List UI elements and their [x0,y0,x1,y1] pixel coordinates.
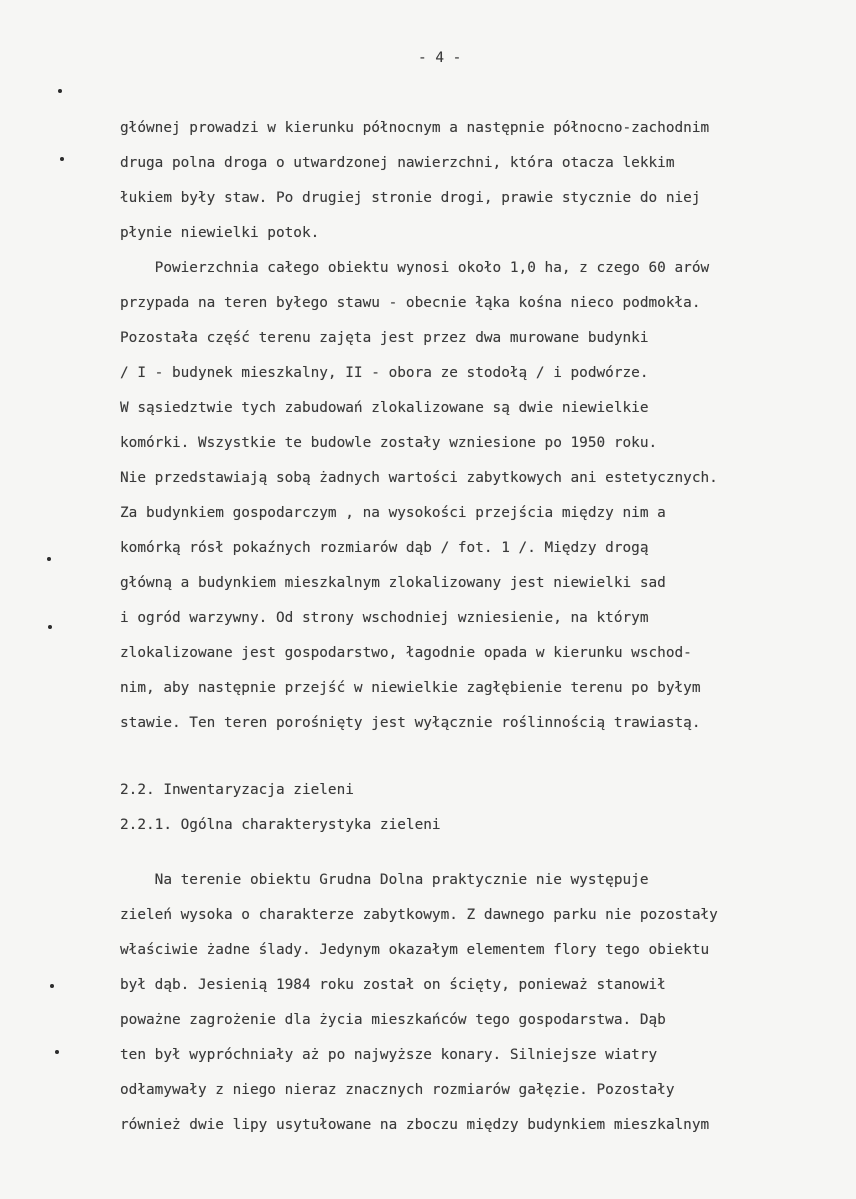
text-line: płynie niewielki potok. [120,225,320,241]
text-line: W sąsiedztwie tych zabudowań zlokalizowane są dwie niewielkie [120,400,649,416]
margin-dot [60,157,64,161]
text-line: Powierzchnia całego obiektu wynosi około 1,0 ha, z czego 60 arów [120,260,710,276]
text-line: nim, aby następnie przejść w niewielkie zagłębienie terenu po byłym [120,680,701,696]
page-number: - 4 - [418,50,462,66]
text-line: również dwie lipy usytułowane na zboczu między budynkiem mieszkalnym [120,1117,710,1133]
margin-dot [55,1050,59,1054]
text-line: odłamywały z niego nieraz znacznych rozmiarów gałęzie. Pozostały [120,1082,675,1098]
text-line: druga polna droga o utwardzonej nawierzchni, która otacza lekkim [120,155,675,171]
text-line: komórki. Wszystkie te budowle zostały wzniesione po 1950 roku. [120,435,658,451]
text-line: zieleń wysoka o charakterze zabytkowym. Z dawnego parku nie pozostały [120,907,718,923]
margin-dot [48,625,52,629]
text-line: Nie przedstawiają sobą żadnych wartości zabytkowych ani estetycznych. [120,470,718,486]
text-line: komórką rósł pokaźnych rozmiarów dąb / fot. 1 /. Między drogą [120,540,649,556]
margin-dot [47,557,51,561]
text-line: ten był wypróchniały aż po najwyższe konary. Silniejsze wiatry [120,1047,658,1063]
margin-dot [50,984,54,988]
text-line: i ogród warzywny. Od strony wschodniej wzniesienie, na którym [120,610,649,626]
margin-dot [58,89,62,93]
text-line: stawie. Ten teren porośnięty jest wyłącznie roślinnością trawiastą. [120,715,701,731]
section-heading: 2.2. Inwentaryzacja zieleni [120,782,354,798]
text-line: Za budynkiem gospodarczym , na wysokości przejścia między nim a [120,505,666,521]
text-line: poważne zagrożenie dla życia mieszkańców tego gospodarstwa. Dąb [120,1012,666,1028]
text-line: / I - budynek mieszkalny, II - obora ze stodołą / i podwórze. [120,365,649,381]
text-line: łukiem były staw. Po drugiej stronie drogi, prawie stycznie do niej [120,190,701,206]
text-line: przypada na teren byłego stawu - obecnie łąka kośna nieco podmokła. [120,295,701,311]
text-line: Na terenie obiektu Grudna Dolna praktycznie nie występuje [120,872,649,888]
text-line: głównej prowadzi w kierunku północnym a następnie północno-zachodnim [120,120,710,136]
subsection-heading: 2.2.1. Ogólna charakterystyka zieleni [120,817,441,833]
text-line: główną a budynkiem mieszkalnym zlokalizowany jest niewielki sad [120,575,666,591]
text-line: był dąb. Jesienią 1984 roku został on ścięty, ponieważ stanowił [120,977,666,993]
text-line: właściwie żadne ślady. Jedynym okazałym elementem flory tego obiektu [120,942,710,958]
text-line: Pozostała część terenu zajęta jest przez dwa murowane budynki [120,330,649,346]
text-line: zlokalizowane jest gospodarstwo, łagodnie opada w kierunku wschod- [120,645,692,661]
